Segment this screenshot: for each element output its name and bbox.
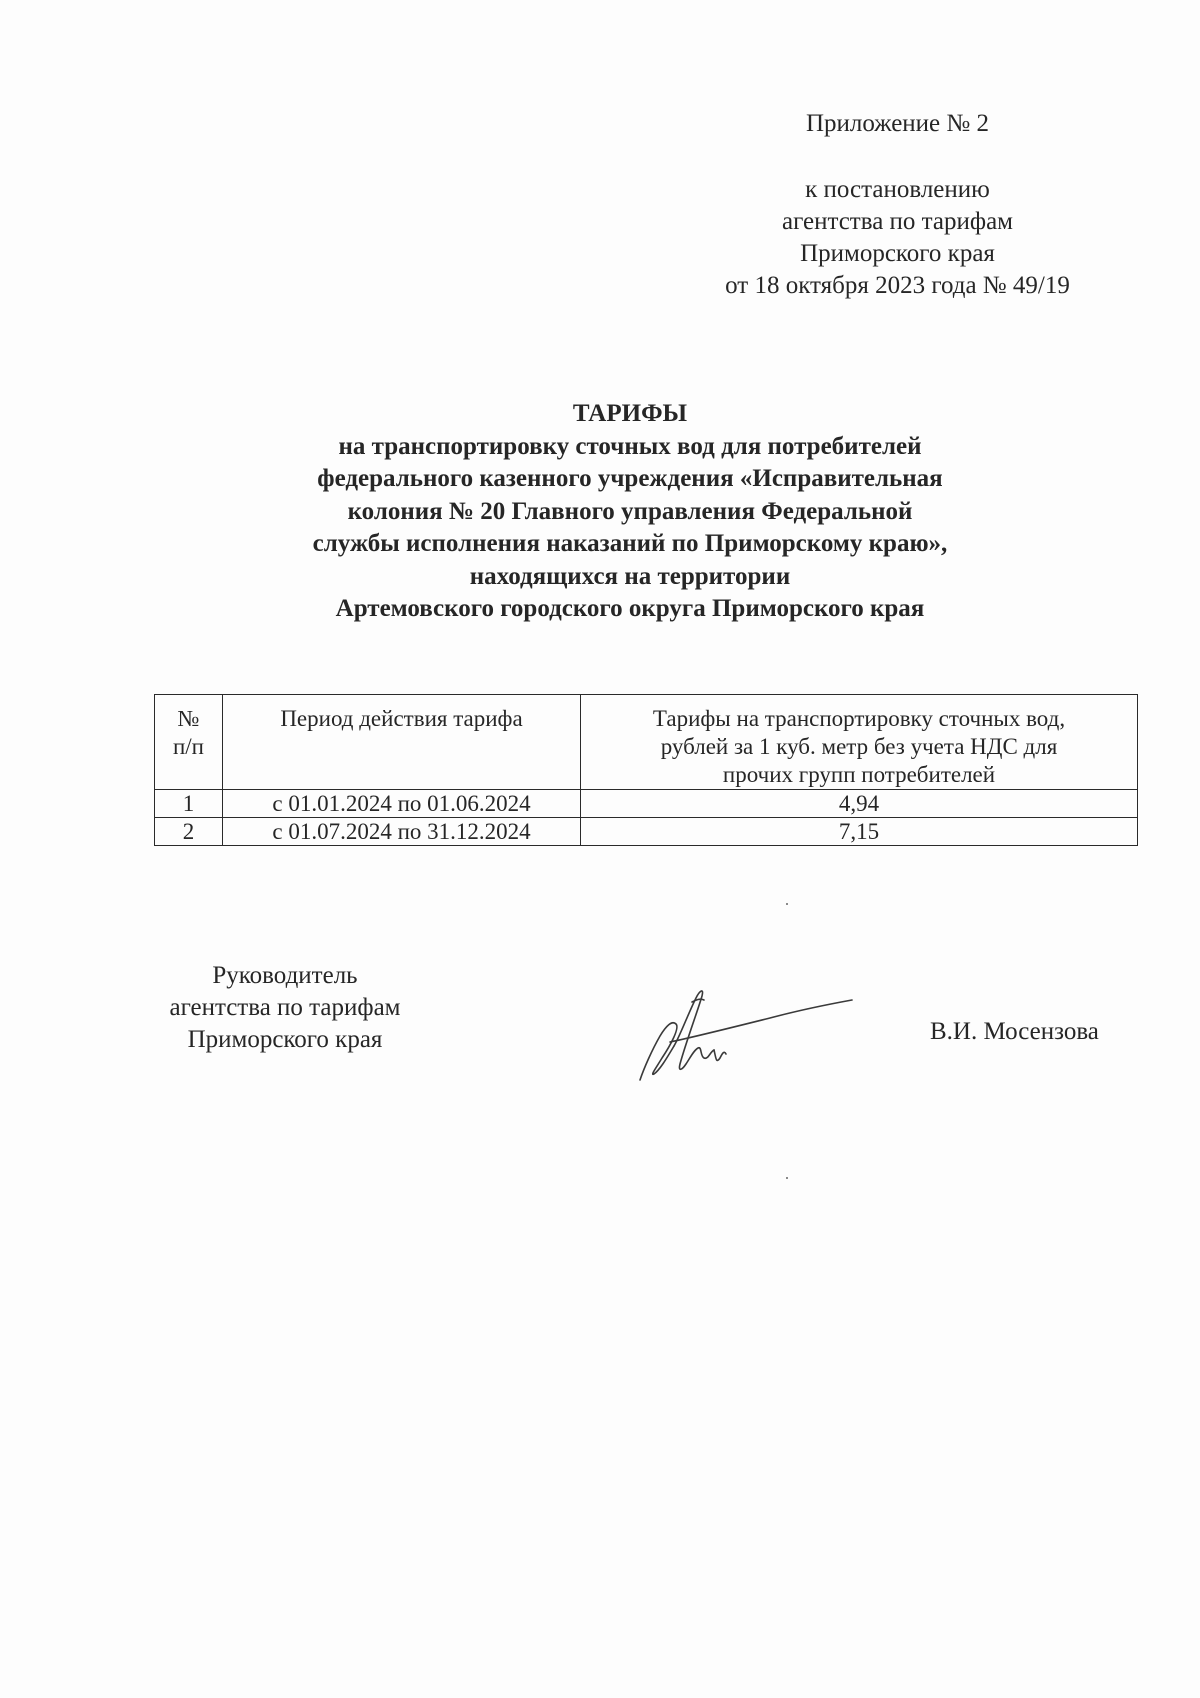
scan-speck xyxy=(786,1177,788,1179)
annex-reference xyxy=(700,174,1095,302)
title-line: находящихся на территории xyxy=(469,562,791,590)
header-tariff-line: рублей за 1 куб. метр без учета НДС для xyxy=(660,734,1058,759)
annex-line: Приморского края xyxy=(800,240,995,267)
header-number xyxy=(155,695,223,790)
header-tariff-line: Тарифы на транспортировку сточных вод, xyxy=(652,706,1066,731)
annex-line: к постановлению xyxy=(805,176,990,203)
header-period-text: Период действия тарифа xyxy=(280,706,523,731)
title-line: на транспортировку сточных вод для потребителей xyxy=(338,432,922,460)
table-row xyxy=(155,818,1138,846)
signatory-position-line: агентства по тарифам xyxy=(169,994,401,1021)
header-number-line: № xyxy=(177,706,200,731)
signatory-name: В.И. Мосензова xyxy=(930,1018,1099,1045)
annex-title: Приложение № 2 xyxy=(805,110,990,137)
handwritten-signature xyxy=(630,980,860,1090)
signatory-position-line: Приморского края xyxy=(187,1026,383,1053)
annex-line: агентства по тарифам xyxy=(781,208,1014,235)
header-tariff xyxy=(581,695,1138,790)
signatory-position xyxy=(140,960,430,1056)
row-tariff: 7,15 xyxy=(581,818,1138,846)
row-period: с 01.01.2024 по 01.06.2024 xyxy=(223,790,581,818)
row-tariff: 4,94 xyxy=(581,790,1138,818)
table-header-row xyxy=(155,695,1138,790)
row-period: с 01.07.2024 по 31.12.2024 xyxy=(223,818,581,846)
title-line: Артемовского городского округа Приморского края xyxy=(335,595,925,622)
title-line: федерального казенного учреждения «Исправительная xyxy=(317,465,943,492)
row-number: 2 xyxy=(155,818,223,846)
header-number-line: п/п xyxy=(172,734,204,759)
title-line: службы исполнения наказаний по Приморскому краю», xyxy=(312,530,948,557)
signatory-position-line: Руководитель xyxy=(212,962,358,989)
title-line: колония № 20 Главного управления Федеральной xyxy=(347,497,913,525)
tariff-table xyxy=(154,694,1138,846)
header-period xyxy=(223,695,581,790)
row-number: 1 xyxy=(155,790,223,818)
title-heading: ТАРИФЫ xyxy=(572,400,688,427)
table-row xyxy=(155,790,1138,818)
document-title xyxy=(170,398,1090,626)
header-tariff-line: прочих групп потребителей xyxy=(722,762,996,787)
scan-speck xyxy=(786,903,788,905)
annex-line: от 18 октября 2023 года № 49/19 xyxy=(725,272,1070,299)
